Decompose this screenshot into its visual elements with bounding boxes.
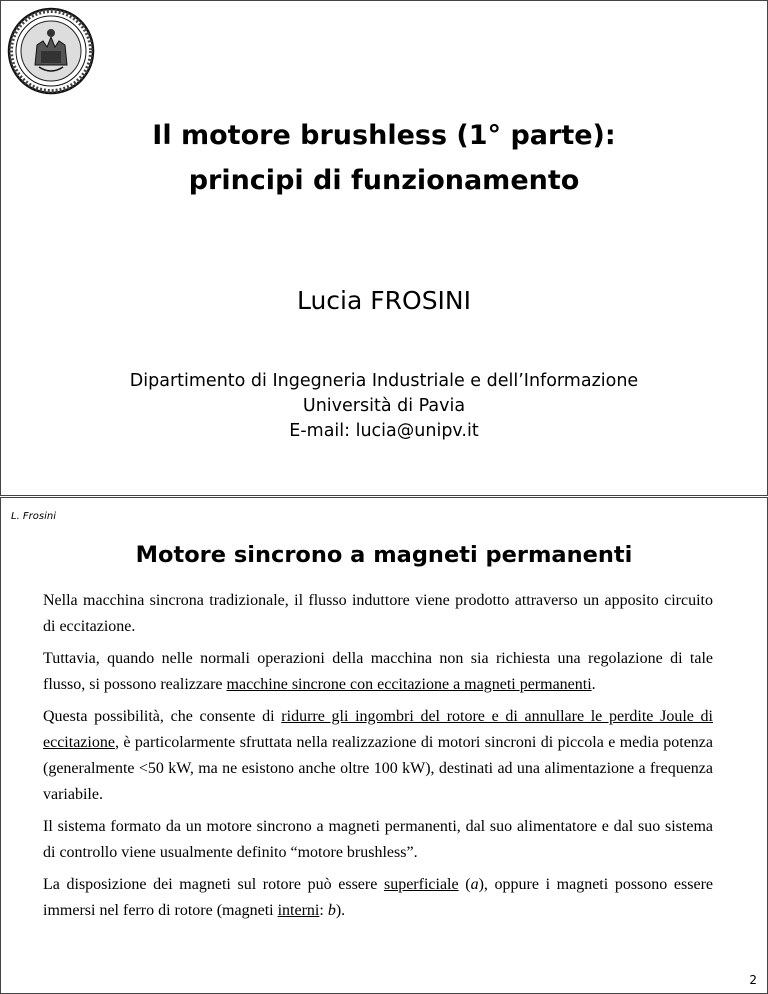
paragraph-3: Questa possibilità, che consente di ridurre gli ingombri del rotore e di annullare le perdite Joule di eccitazione, è particolarmente sfruttata nella realizzazione di motori sincroni di piccola e media potenza (generalmente <50 kW, ma ne esistono anche oltre 100 kW), destinati ad una alimentazione a frequenza variabile. (43, 708, 713, 803)
title-line-1: Il motore brushless (1° parte): (152, 120, 616, 151)
author-name: Lucia FROSINI (296, 286, 472, 315)
underlined-text: interni (277, 902, 320, 919)
email: E-mail: lucia@unipv.it (289, 421, 479, 441)
title-slide (0, 0, 768, 496)
page-number: 2 (749, 973, 757, 987)
content-slide (0, 497, 768, 994)
paragraph-4: Il sistema formato da un motore sincrono a magneti permanenti, dal suo alimentatore e dal suo sistema di controllo viene usualmente definito “motore brushless”. (43, 818, 713, 861)
underlined-text: ridurre gli ingombri del rotore e di annullare le perdite Joule di eccitazione (43, 708, 713, 751)
department: Dipartimento di Ingegneria Industriale e dell’Informazione (129, 371, 639, 391)
university-seal-icon (7, 7, 95, 95)
paragraph-2: Tuttavia, quando nelle normali operazioni della macchina non sia richiesta una regolazione di tale flusso, si possono realizzare macchine sincrone con eccitazione a magneti permanenti. (43, 650, 713, 693)
underlined-text: superficiale (383, 876, 459, 893)
header-author: L. Frosini (11, 511, 57, 522)
presentation-title (1, 113, 767, 203)
paragraph-5: La disposizione dei magneti sul rotore può essere superficiale (a), oppure i magneti possono essere immersi nel ferro di rotore (magneti interni: b). (43, 876, 714, 919)
slide-body (43, 588, 713, 930)
slide-heading: Motore sincrono a magneti permanenti (135, 542, 633, 568)
university: Università di Pavia (302, 396, 466, 416)
title-line-2: principi di funzionamento (188, 165, 580, 196)
affiliation-block (1, 369, 767, 444)
paragraph-1: Nella macchina sincrona tradizionale, il flusso induttore viene prodotto attraverso un apposito circuito di eccitazione. (43, 592, 713, 635)
underlined-text: macchine sincrone con eccitazione a magneti permanenti (226, 676, 592, 693)
